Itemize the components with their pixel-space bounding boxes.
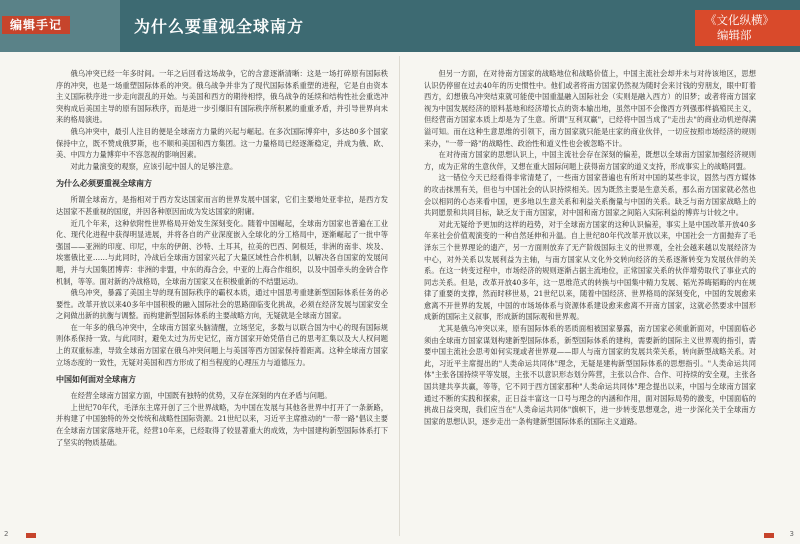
page-divider (399, 56, 400, 536)
paragraph: 所谓全球南方，是指相对于西方发达国家而言的世界发展中国家，它们主要地处亚非拉，是西方发达国家不甚重视的国度，并因各种原因而成为发达国家的附庸。 (56, 195, 388, 216)
left-column (56, 68, 388, 448)
brand-dept: 编辑部 (717, 28, 752, 42)
paragraph: 在一年多的俄乌冲突中，全球南方国家头脑清醒，立场坚定，多数与以联合国为中心的现有国际规则体系保持一致。与此同时，避免太过为历史记忆，南方国家开始凭借自己的思考汇集以及大人权问题上的双重标准，导致全球南方国家在俄乌冲突问题上与美国等西方国家保持着距离。这种全球南方国家立场态度的一致性，无疑对美国和西方形成了相当程度的心理压力与道德压力。 (56, 322, 388, 367)
paragraph: 在对待南方国家的思想认识上，中国主流社会存在深刻的偏差，既想以全球南方国家加强经济规则方，成为正常的生意伙伴，又想在重大国际问题上获得南方国家的道义支持，形成事实上的战略同盟。 (424, 150, 756, 171)
paragraph: 但另一方面，在对待南方国家的战略地位和战略价值上，中国主流社会却并未与对待该地区，思想认识仍停留在过去40年的历史惯性中。他们或者将南方国家仍然视为随时会来讨钱的穷朋友，眼中盯着西方，幻想俄乌冲突结束就可能使中国重温融入国际社会（实则是融入西方）的旧梦；或者将南方国家视为中国发展经济的原料基地和经济增长点的资本输出地，虽然中国不会像西方列强那样搞殖民主义，但经营南方国家本质上却是为了生意。所谓"互利双赢"，已经将中国当成了"走出去"的商业动机逆得满溢可知。而在这种生意思维的引领下，南方国家就只能是庄家的商业伙伴，一切应按照市场经济的规则来办，"一带一路"的战略性、政治性和道义性也会被忽略不计。 (424, 69, 756, 148)
page-title: 为什么要重视全球南方 (134, 17, 305, 36)
paragraph: 尤其是俄乌冲突以来，原有国际体系的恶质面相被国家暴露，南方国家必须重新面对，中国面临必须由全球南方国家谋划构建新型国际体系，新型国际体系的建构，需要新的国际主义世界观的指引，需要中国主流社会思考如何实现或者世界观——即人与南方国家的发展共荣关系，转向新型战略关系。对此，习近平主席提出的"人类命运共同体"理念，无疑是建构新型国际体系的思想指引。"人类命运共同体"主张各国持续平等发展，主张不以意识形态划分阵营，主张以合作、合作、可持续的安全观，主张各国共建共享共赢，等等，它不同于西方国家那种"人类命运共同体"理念提出以来，中国与全球南方国家通过不断的实践和探索，正日益丰富这一口号与理念的内涵和作用，面对国际局势的激变，中国面临的挑战日益突现，我们应当在"人类命运共同体"旗帜下，进一步转变思想观念，进一步深化关于全球南方国家的思想认识，逐步走出一条构建新型国际体系的国际主义道路。 (424, 324, 756, 426)
paragraph: 对此无疑给予更加的这样的趋势，对于全球南方国家的这种认识偏差，事实上是中国改革开放40多年来社会价值观演变的一种自然延伸和升温。自上世纪80年代改革开放以来，中国社会一方面抛弃了毛泽东三个世界理论的遗产，另一方面则放弃了无产阶级国际主义的世界观，全社会越来越以发展经济为中心，对外关系以发展利益为主轴，与南方国家从文化外交转向经济的关系逐渐转变为发展伙伴的关系。在这一转变过程中，市场经济的规则逐渐占据主流地位，正常国家关系的伙伴增势取代了事业式的同志关系。但是，改革开放40多年，这一思维范式的转换与中国集中精力发展、韬光养晦韬晦的内在规律了重要的支撑，然而时移世易，21世纪以来，随着中国经济、世界格局的深刻变化，中国的发展愈来愈离不开世界的发展，中国的市场场体系与资源体系建设愈来愈离不开南方国家，这就必然要求中国形成新的国际主义叙事，形成新的国际观和世界观。 (424, 219, 756, 322)
page-number-left: 2 (4, 530, 9, 538)
header-banner (0, 0, 800, 52)
paragraph: 在经营全球南方国家方面，中国既有独特的优势，又存在深刻的内在矛盾与问题。 (70, 391, 332, 401)
page-number-right: 3 (789, 530, 794, 538)
paragraph: 上世纪70年代，毛泽东主席开创了三个世界战略，为中国在发展与其他各世界中打开了一条新路，并构建了中国独特的外交传统和战略性国际资源。21世纪以来，习近平主席推动的"一带一路"倡议主要在全球南方国家落地开花，经营10年来，已经取得了较显著重大的成效，为中国建构新型国际体系打下了坚实的物质基础。 (56, 402, 388, 447)
paragraph: 俄乌冲突已经一年多时间。一年之后回看这场战争，它的含意逐渐清晰：这是一场打碎原有国际秩序的冲突，也是一场重塑国际体系的冲突。俄乌战争并非为了现代国际体系重塑的进程，它是自由资本主义国际秩序进一步走向混乱的开始。与美国和西方的期待相悖，俄乌战争的延续和结构性社会重迭冲突构成后美国主导的原有国际秩序，而是进一步引爆旧有国际秩序所积累的重重矛盾，并引导世界向未来的格局演进。 (56, 69, 388, 125)
section-heading: 为什么必须要重视全球南方 (56, 179, 152, 189)
right-column (424, 68, 756, 427)
section-heading: 中国如何面对全球南方 (56, 375, 136, 385)
section-tag: 编辑手记 (2, 16, 70, 34)
paragraph: 俄乌冲突，暴露了美国主导的现有国际秩序的霸权本质，通过中国思考重建新型国际体系任务的必要性。改革开放以来40多年中国积极的融入国际社会的思路面临变化挑战，必须在经济发展与国家安全之间做出新的抗衡与调整。而构建新型国际体系的主要战略方向，无疑就是全球南方国家。 (56, 288, 388, 321)
brand-name: 《文化纵横》 (705, 13, 774, 27)
corner-mark-right (764, 533, 774, 538)
brand-panel (695, 10, 800, 46)
paragraph: 俄乌冲突中，最引人注目的便是全球南方力量的兴起与崛起。在多次国际博弈中，多达80多个国家保持中立，既不赞成俄罗斯，也不顺和美国和西方集团。这一力量格局已经逐渐稳定，并成为俄、欧、美、中四方力量博弈中不容忽视的影响因素。 (56, 126, 388, 160)
paragraph: 这一错位今天已经看得非常清楚了，一些南方国家普遍也有所对中国的某些非议，固然与西方媒体的攻击抹黑有关，但也与中国社会的认识持续相关。因为既然主要是生意关系，那么南方国家就必然也会以相同的心态来看中国，更多地以生意关系和利益关系衡量与中国的关系。缺乏与南方国家战略上的共同愿景和共同目标，缺乏友于南方国家，对中国和南方国家之间陷入实际利益的博弈与计较之中。 (424, 173, 756, 218)
paragraph: 对此力量演变的观察，应该引起中国人的足够注意。 (70, 161, 238, 171)
paragraph: 近几个年来，这种依附性世界格局开始发生深刻变化。随着中国崛起，全球南方国家也普遍在工业化、现代化进程中获得明显进展，并将各自的产业深度嵌入全球化的分工格局中，逐渐崛起了一批中等强国——亚洲的印度、印尼，中东的伊朗、沙特、土耳其，拉美的巴西、阿根廷，非洲的南非、埃及、埃塞俄比亚……与此同时，冷战后全球南方国家兴起了大量区域性合作机制，以解决各自国家的发展问题，并与大国集团博弈：非洲的非盟，中东的海合会，中亚的上海合作组织，以及中国牵头的金砖合作机制，等等。面对新的冷战格局，全球南方国家又在积极重新的不结盟运动。 (56, 218, 388, 286)
corner-mark-left (26, 533, 36, 538)
